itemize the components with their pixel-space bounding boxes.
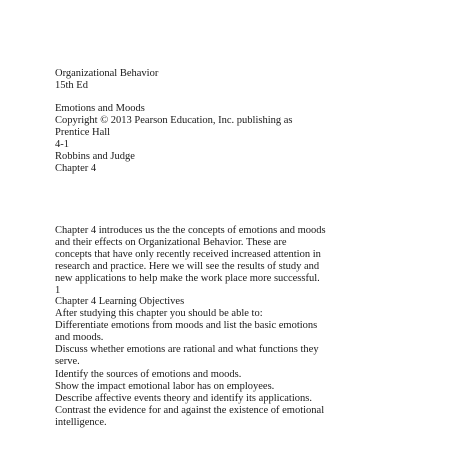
intro-line: research and practice. Here we will see the results of study and [55,261,320,273]
objective-line: Describe affective events theory and identify its applications. [55,392,312,404]
chapter-label: Chapter 4 [55,163,97,175]
objective-line: intelligence. [55,416,107,428]
objective-line: Show the impact emotional labor has on employees. [55,380,275,392]
intro-line: Chapter 4 introduces us the the concepts of emotions and moods [55,225,326,236]
intro-line: new applications to help make the work place more successful. [55,273,320,285]
objective-line: serve. [55,356,80,368]
authors-line: Robbins and Judge [55,151,135,163]
chapter-topic: Emotions and Moods [55,103,145,114]
copyright-line: Copyright © 2013 Pearson Education, Inc. publishing as [55,115,293,127]
objectives-heading: Chapter 4 Learning Objectives [55,296,185,307]
objectives-intro: After studying this chapter you should be able to: [55,308,263,320]
intro-paragraph [55,225,435,298]
objective-line: Discuss whether emotions are rational and what functions they [55,344,319,356]
book-edition: 15th Ed [55,80,88,92]
objective-line: and moods. [55,332,104,344]
intro-page-number: 1 [55,285,61,297]
objective-line: Differentiate emotions from moods and list the basic emotions [55,320,318,332]
meta-block [55,103,435,176]
objective-line: Contrast the evidence for and against the existence of emotional [55,404,325,416]
intro-line: and their effects on Organizational Behavior. These are [55,237,287,249]
book-title: Organizational Behavior [55,68,159,79]
publisher-line: Prentice Hall [55,127,111,139]
title-block [55,68,435,92]
objective-line: Identify the sources of emotions and moods. [55,368,242,380]
learning-objectives [55,296,435,429]
intro-line: concepts that have only recently received increased attention in [55,249,321,261]
slide-number: 4-1 [55,139,69,151]
